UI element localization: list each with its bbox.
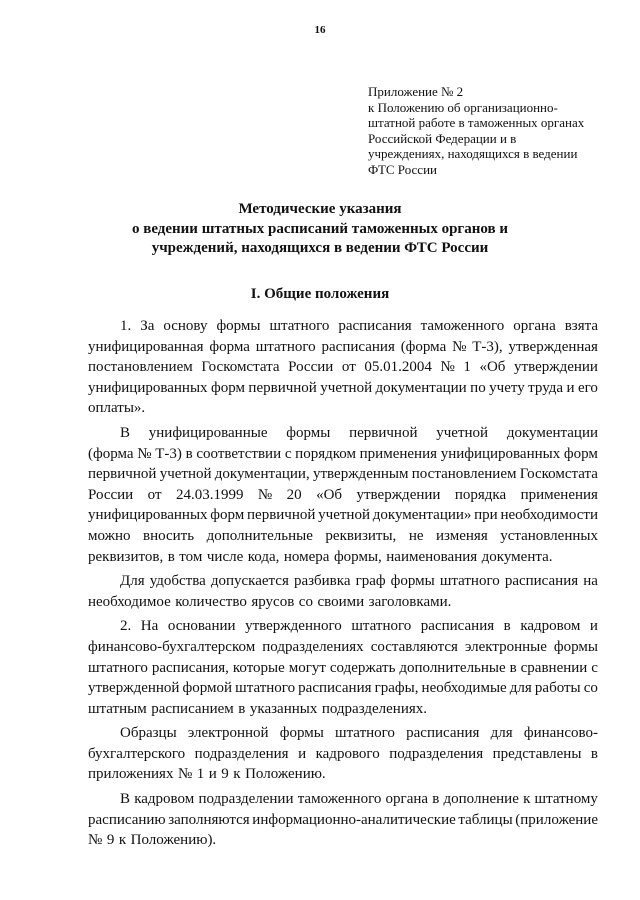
appendix-line: к Положению об организационно- xyxy=(368,99,558,115)
text-line: № 9 к Положению). xyxy=(88,832,217,849)
text-line: 2. На основании утвержденного штатного расписания в кадровом и xyxy=(120,618,598,635)
appendix-line: учреждениях, находящихся в ведении xyxy=(368,146,578,161)
text-line: первичной учетной документации, утвержденным постановлением Госкомстата xyxy=(88,466,598,483)
appendix-note xyxy=(368,84,598,177)
text-line: унифицированная форма штатного расписания (форма № Т-3), утвержденная xyxy=(88,338,598,355)
appendix-line: Российской Федерации и в xyxy=(368,130,517,146)
text-line: реквизитов, в том числе кода, номера формы, наименования документа. xyxy=(88,548,553,565)
document-title xyxy=(80,200,560,259)
text-line: (форма № Т-3) в соответствии с порядком применения унифицированных форм xyxy=(88,445,598,462)
text-line: России от 24.03.1999 № 20 «Об утверждении порядка применения xyxy=(88,486,598,503)
body-text xyxy=(88,316,598,855)
paragraph xyxy=(88,316,598,419)
appendix-line: Приложение № 2 xyxy=(368,84,464,99)
text-line: утвержденной формой штатного расписания графы, необходимые для работы со xyxy=(88,680,598,697)
section-heading: I. Общие положения xyxy=(250,286,390,302)
text-line: В кадровом подразделении таможенного органа в дополнение к штатному xyxy=(120,791,598,808)
paragraph xyxy=(88,723,598,785)
text-line: бухгалтерского подразделения и кадрового подразделения представлены в xyxy=(88,745,598,762)
text-line: необходимое количество ярусов со своими заголовками. xyxy=(88,593,452,610)
text-line: постановлением Госкомстата России от 05.01.2004 № 1 «Об утверждении xyxy=(88,359,598,376)
text-line: оплаты». xyxy=(88,400,146,417)
text-line: В унифицированные формы первичной учетной документации xyxy=(120,424,598,441)
text-line: Образцы электронной формы штатного расписания для финансово- xyxy=(120,725,598,742)
page-number: 16 xyxy=(314,24,326,36)
title-line: о ведении штатных расписаний таможенных органов и xyxy=(131,220,509,237)
text-line: приложениях № 1 и 9 к Положению. xyxy=(88,766,326,783)
text-line: расписанию заполняются информационно-аналитические таблицы (приложение xyxy=(88,811,598,828)
text-line: унифицированных форм первичной учетной документации по учету труда и его xyxy=(88,379,598,396)
text-line: штатным расписанием в указанных подразделениях. xyxy=(88,700,428,717)
appendix-line: ФТС России xyxy=(368,161,437,177)
text-line: унифицированных форм первичной учетной документации» при необходимости xyxy=(88,507,598,524)
text-line: штатного расписания, которые могут содержать дополнительные в сравнении с xyxy=(88,659,598,676)
text-line: Для удобства допускается разбивка граф формы штатного расписания на xyxy=(120,573,598,590)
paragraph xyxy=(88,571,598,612)
text-line: можно вносить дополнительные реквизиты, не изменяя установленных xyxy=(88,527,598,544)
title-line: учреждений, находящихся в ведении ФТС России xyxy=(151,240,489,256)
title-line: Методические указания xyxy=(238,201,402,217)
paragraph xyxy=(88,789,598,851)
text-line: финансово-бухгалтерском подразделениях составляются электронные формы xyxy=(88,638,598,655)
appendix-line: штатной работе в таможенных органах xyxy=(368,115,585,130)
paragraph xyxy=(88,423,598,567)
paragraph xyxy=(88,616,598,719)
text-line: 1. За основу формы штатного расписания таможенного органа взята xyxy=(120,318,598,334)
